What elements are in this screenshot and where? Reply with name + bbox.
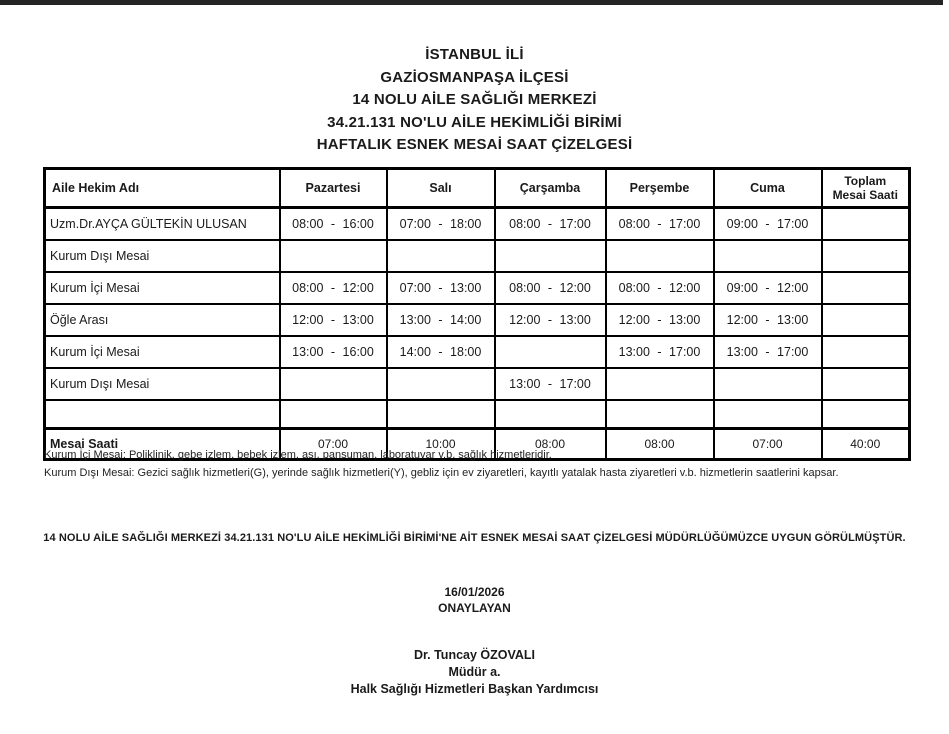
daily-total-cell: 08:00: [606, 429, 714, 460]
time-cell: 07:00 - 18:00: [387, 208, 495, 241]
row-label-cell: Kurum Dışı Mesai: [45, 240, 280, 272]
time-cell: 14:00 - 18:00: [387, 336, 495, 368]
column-header-wednesday: Çarşamba: [495, 169, 606, 208]
total-cell: [822, 272, 910, 304]
table-row-physician: [45, 208, 910, 241]
total-cell: [822, 304, 910, 336]
time-cell: 09:00 - 17:00: [714, 208, 822, 241]
time-cell: 13:00 - 16:00: [280, 336, 387, 368]
approval-statement: 14 NOLU AİLE SAĞLIĞI MERKEZİ 34.21.131 NO'LU AİLE HEKİMLİĞİ BİRİMİ'NE AİT ESNEK MESAİ SAAT ÇİZELGESİ MÜDÜRLÜĞÜMÜZCE UYGUN GÖRÜLMÜŞTÜR.: [43, 532, 906, 544]
column-header-physician: Aile Hekim Adı: [45, 169, 280, 208]
column-header-total: Toplam Mesai Saati: [822, 169, 910, 208]
footnote-in-office: Kurum İçi Mesai: Poliklinik, gebe izlem, bebek izlem, aşı, pansuman, laboratuvar v.b. sağlık hizmetleridir.: [44, 449, 552, 461]
time-cell: 09:00 - 12:00: [714, 272, 822, 304]
time-cell: 08:00 - 12:00: [280, 272, 387, 304]
signer-name: Dr. Tuncay ÖZOVALI: [413, 648, 536, 662]
row-label-cell: Kurum İçi Mesai: [45, 336, 280, 368]
footnote-out-of-office: Kurum Dışı Mesai: Gezici sağlık hizmetleri(G), yerinde sağlık hizmetleri(Y), gebliz için ev ziyaretleri, kayıtlı yatalak hasta ziyaretleri v.b. hizmetlerin saatlerini kapsar.: [44, 467, 839, 479]
time-cell: [606, 400, 714, 429]
time-cell: [714, 368, 822, 400]
time-cell: [280, 368, 387, 400]
column-header-thursday: Perşembe: [606, 169, 714, 208]
signer-role: Müdür a.: [448, 665, 501, 679]
total-cell: [822, 400, 910, 429]
signer-title: Halk Sağlığı Hizmetleri Başkan Yardımcısı: [350, 682, 599, 696]
footnotes: [44, 446, 924, 482]
row-label-cell: Mesai Saati: [45, 429, 280, 460]
daily-total-cell: 07:00: [714, 429, 822, 460]
header-province: İSTANBUL İLİ: [425, 46, 524, 63]
time-cell: [387, 400, 495, 429]
time-cell: [495, 400, 606, 429]
table-row-out-of-office-2: [45, 368, 910, 400]
total-cell: [822, 368, 910, 400]
time-cell: [387, 240, 495, 272]
time-cell: [495, 336, 606, 368]
time-cell: 12:00 - 13:00: [280, 304, 387, 336]
approver-label: ONAYLAYAN: [438, 601, 511, 615]
weekly-schedule-table: [43, 167, 911, 461]
table-row-lunch-break: [45, 304, 910, 336]
row-label-cell: Uzm.Dr.AYÇA GÜLTEKİN ULUSAN: [45, 208, 280, 241]
daily-total-cell: 10:00: [387, 429, 495, 460]
document-header: [0, 44, 949, 157]
time-cell: [606, 240, 714, 272]
time-cell: [387, 368, 495, 400]
time-cell: 12:00 - 13:00: [606, 304, 714, 336]
time-cell: [280, 400, 387, 429]
daily-total-cell: 08:00: [495, 429, 606, 460]
time-cell: [606, 368, 714, 400]
total-cell: [822, 240, 910, 272]
time-cell: 07:00 - 13:00: [387, 272, 495, 304]
signature-block: [0, 647, 949, 698]
row-label-cell: Öğle Arası: [45, 304, 280, 336]
table-row-in-office-morning: [45, 272, 910, 304]
scan-artifact-top-bar: [0, 0, 943, 5]
total-cell: [822, 336, 910, 368]
time-cell: 08:00 - 17:00: [495, 208, 606, 241]
approval-date-block: [0, 584, 949, 616]
time-cell: 08:00 - 17:00: [606, 208, 714, 241]
table-header-row: [45, 169, 910, 208]
time-cell: 08:00 - 16:00: [280, 208, 387, 241]
time-cell: 13:00 - 17:00: [714, 336, 822, 368]
total-cell: [822, 208, 910, 241]
header-unit: 34.21.131 NO'LU AİLE HEKİMLİĞİ BİRİMİ: [327, 113, 622, 131]
time-cell: 13:00 - 17:00: [606, 336, 714, 368]
header-center: 14 NOLU AİLE SAĞLIĞI MERKEZİ: [352, 91, 597, 108]
row-label-cell: Kurum İçi Mesai: [45, 272, 280, 304]
time-cell: 08:00 - 12:00: [606, 272, 714, 304]
row-label-cell: [45, 400, 280, 429]
weekly-total-cell: 40:00: [822, 429, 910, 460]
time-cell: 13:00 - 17:00: [495, 368, 606, 400]
table-row-out-of-office-1: [45, 240, 910, 272]
column-header-friday: Cuma: [714, 169, 822, 208]
column-header-monday: Pazartesi: [280, 169, 387, 208]
column-header-tuesday: Salı: [387, 169, 495, 208]
table-row-empty: [45, 400, 910, 429]
time-cell: 12:00 - 13:00: [495, 304, 606, 336]
time-cell: 08:00 - 12:00: [495, 272, 606, 304]
time-cell: 12:00 - 13:00: [714, 304, 822, 336]
daily-total-cell: 07:00: [280, 429, 387, 460]
row-label-cell: Kurum Dışı Mesai: [45, 368, 280, 400]
header-district: GAZİOSMANPAŞA İLÇESİ: [380, 68, 569, 86]
time-cell: [714, 240, 822, 272]
time-cell: [280, 240, 387, 272]
header-schedule-title: HAFTALIK ESNEK MESAİ SAAT ÇİZELGESİ: [316, 136, 633, 153]
time-cell: [495, 240, 606, 272]
approval-date: 16/01/2026: [444, 585, 505, 599]
time-cell: 13:00 - 14:00: [387, 304, 495, 336]
time-cell: [714, 400, 822, 429]
table-row-in-office-afternoon: [45, 336, 910, 368]
